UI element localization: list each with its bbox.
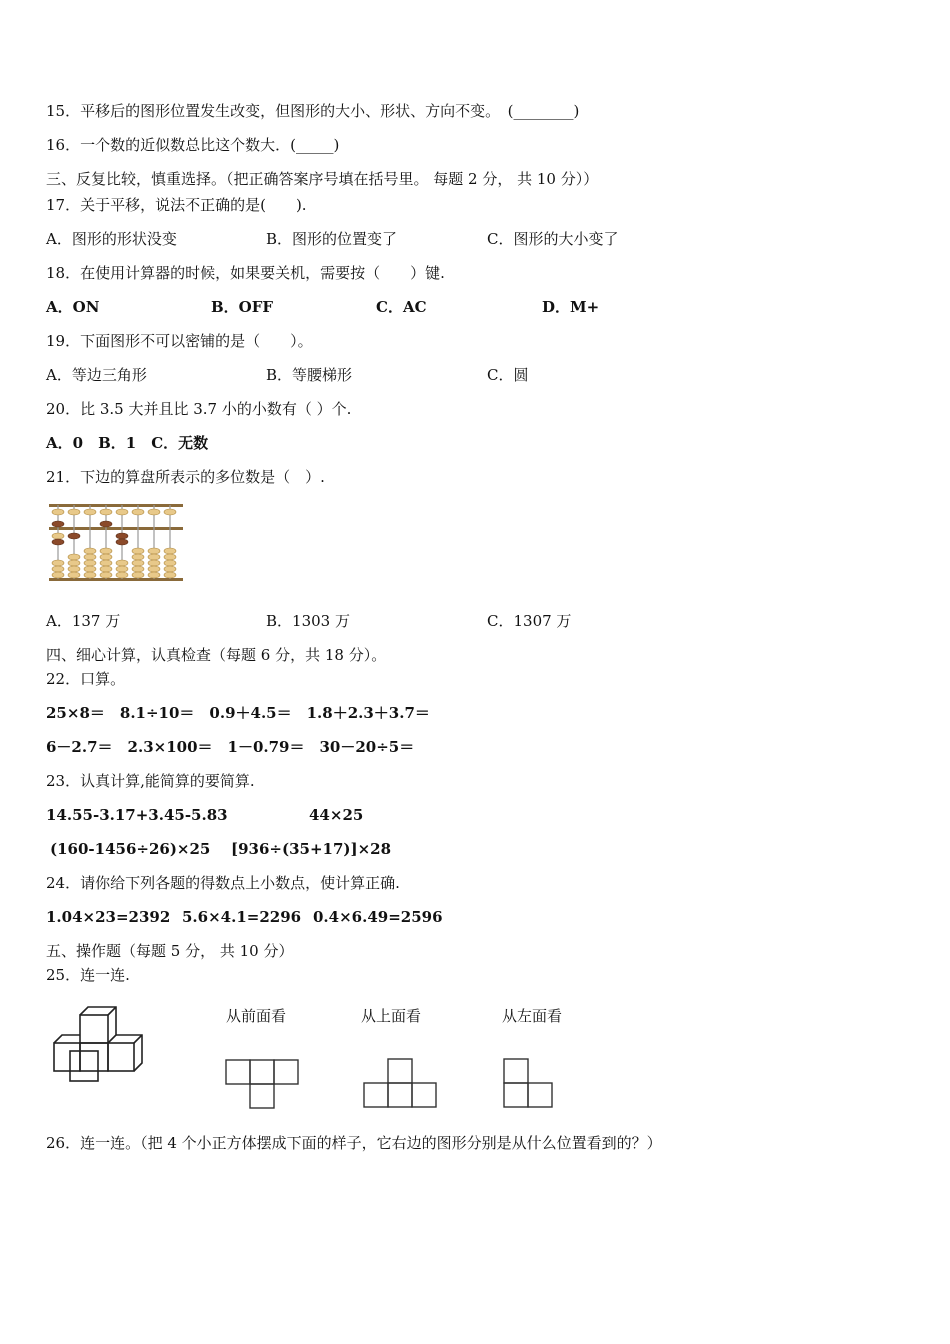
section-3-title: 三、反复比较，慎重选择。（把正确答案序号填在括号里。 每题 2 分， 共 10 分）） [46, 170, 599, 188]
caption-left-view: 从左面看 [502, 1007, 563, 1025]
question-15: 15．平移后的图形位置发生改变，但图形的大小、形状、方向不变。 (________) [46, 102, 580, 120]
q18-option-a: A．ON [46, 298, 100, 316]
abacus-figure [48, 503, 188, 583]
view-shape-top [362, 1057, 442, 1112]
caption-front-view: 从前面看 [226, 1007, 287, 1025]
q17-option-a: A．图形的形状没变 [46, 230, 177, 248]
q23-expr-4: [936÷(35+17)]×28 [231, 840, 392, 858]
question-19-stem: 19．下面图形不可以密铺的是（ ）。 [46, 332, 313, 350]
q23-expr-1: 14.55-3.17+3.45-5.83 [46, 806, 228, 824]
q21-option-b: B．1303 万 [266, 612, 350, 630]
question-17-stem: 17．关于平移，说法不正确的是( ). [46, 196, 307, 214]
q20-options: A．0 B．1 C．无数 [46, 434, 209, 452]
q19-option-b: B．等腰梯形 [266, 366, 353, 384]
question-23-stem: 23．认真计算,能简算的要简算. [46, 772, 255, 790]
view-shape-left [502, 1057, 562, 1112]
q18-option-d: D．M+ [542, 298, 600, 316]
caption-top-view: 从上面看 [361, 1007, 422, 1025]
q22-row-1: 25×8＝ 8.1÷10＝ 0.9＋4.5＝ 1.8＋2.3＋3.7＝ [46, 704, 430, 722]
q22-row-2: 6－2.7＝ 2.3×100＝ 1－0.79＝ 30－20÷5＝ [46, 738, 415, 756]
question-22-stem: 22．口算。 [46, 670, 126, 688]
q18-option-c: C．AC [376, 298, 427, 316]
q23-expr-3: (160-1456÷26)×25 [50, 840, 211, 858]
q19-option-c: C．圆 [487, 366, 529, 384]
q24-expr-3: 0.4×6.49=2596 [313, 908, 443, 926]
q18-option-b: B．OFF [211, 298, 274, 316]
question-20-stem: 20．比 3.5 大并且比 3.7 小的小数有（ ）个. [46, 400, 352, 418]
question-18-stem: 18．在使用计算器的时候，如果要关机，需要按（ ）键. [46, 264, 445, 282]
question-24-stem: 24．请你给下列各题的得数点上小数点，使计算正确. [46, 874, 400, 892]
q19-option-a: A．等边三角形 [46, 366, 147, 384]
q21-option-a: A．137 万 [46, 612, 121, 630]
question-26: 26．连一连。（把 4 个小正方体摆成下面的样子，它右边的图形分别是从什么位置看到的？） [46, 1134, 662, 1152]
question-16: 16．一个数的近似数总比这个数大．(_____) [46, 136, 340, 154]
question-21-stem: 21．下边的算盘所表示的多位数是（ ）. [46, 468, 325, 486]
q17-option-b: B．图形的位置变了 [266, 230, 398, 248]
q23-expr-2: 44×25 [309, 806, 364, 824]
cube-stack-figure [50, 1005, 150, 1085]
q21-option-c: C．1307 万 [487, 612, 572, 630]
section-5-title: 五、操作题（每题 5 分， 共 10 分） [46, 942, 294, 960]
q24-expr-1: 1.04×23=2392 [46, 908, 171, 926]
question-25-stem: 25．连一连. [46, 966, 130, 984]
view-shape-front [224, 1058, 304, 1113]
q24-expr-2: 5.6×4.1=2296 [182, 908, 302, 926]
q17-option-c: C．图形的大小变了 [487, 230, 619, 248]
section-4-title: 四、细心计算，认真检查（每题 6 分，共 18 分）。 [46, 646, 387, 664]
